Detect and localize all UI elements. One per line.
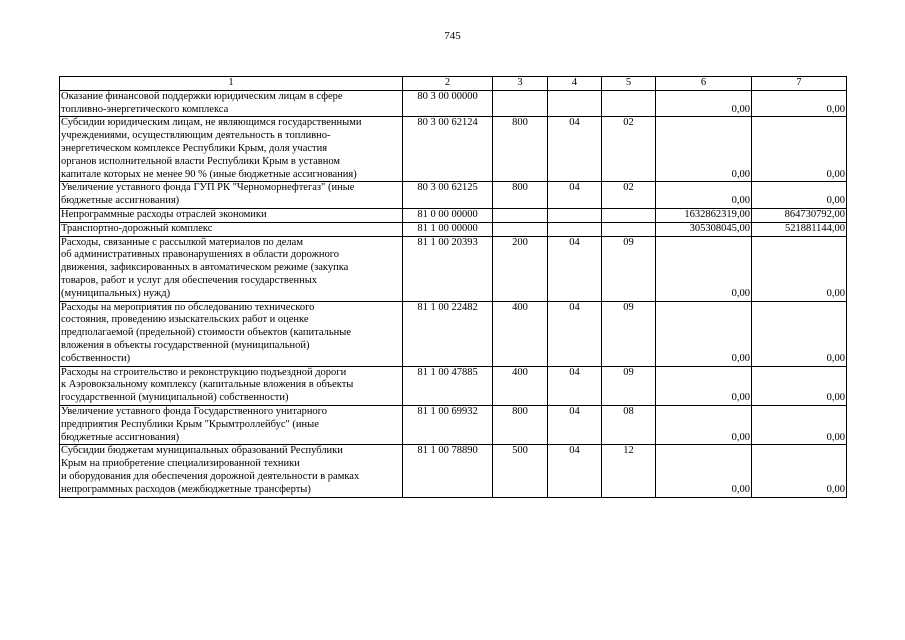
amount-col7-cell: 0,00 (752, 301, 847, 366)
subsection-cell: 12 (602, 445, 656, 497)
subsection-cell: 09 (602, 366, 656, 405)
expense-type-cell: 800 (493, 182, 548, 209)
amount-col6-cell: 0,00 (656, 236, 752, 301)
expense-name-cell: Субсидии бюджетам муниципальных образований Республики Крым на приобретение специализированной техники и оборудования для обеспечения дорожной деятельности в рамках непрограммных расходов (межбюджетные трансферты) (60, 445, 403, 497)
column-header: 4 (548, 77, 602, 91)
section-cell: 04 (548, 182, 602, 209)
column-header: 5 (602, 77, 656, 91)
subsection-cell: 02 (602, 182, 656, 209)
table-row (60, 445, 847, 497)
target-code-cell: 81 1 00 69932 (403, 405, 493, 444)
amount-col6-cell: 0,00 (656, 366, 752, 405)
expense-name-cell: Увеличение уставного фонда Государственного унитарного предприятия Республики Крым "Крымтроллейбус" (иные бюджетные ассигнования) (60, 405, 403, 444)
subsection-cell: 09 (602, 236, 656, 301)
table-row (60, 222, 847, 236)
expense-name-cell: Увеличение уставного фонда ГУП РК "Черноморнефтегаз" (иные бюджетные ассигнования) (60, 182, 403, 209)
target-code-cell: 81 1 00 78890 (403, 445, 493, 497)
target-code-cell: 80 3 00 00000 (403, 90, 493, 117)
subsection-cell: 02 (602, 117, 656, 182)
column-header: 3 (493, 77, 548, 91)
expense-name-cell: Непрограммные расходы отраслей экономики (60, 208, 403, 222)
expense-name-cell: Расходы на строительство и реконструкцию подъездной дороги к Аэровокзальному комплексу (капитальные вложения в объекты государственной (муниципальной) собственности) (60, 366, 403, 405)
amount-col7-cell: 0,00 (752, 182, 847, 209)
page-number: 745 (444, 30, 461, 42)
table-row (60, 366, 847, 405)
amount-col6-cell: 0,00 (656, 445, 752, 497)
table-row (60, 90, 847, 117)
section-cell (548, 90, 602, 117)
table-row (60, 182, 847, 209)
expense-type-cell: 200 (493, 236, 548, 301)
subsection-cell (602, 208, 656, 222)
expense-name-cell: Субсидии юридическим лицам, не являющимся государственными учреждениями, осуществляющим деятельность в топливно- энергетическом комплексе Республики Крым, доля участия органов исполнительной власти Республики Крым в уставном капитале которых не менее 90 % (иные бюджетные ассигнования) (60, 117, 403, 182)
section-cell (548, 208, 602, 222)
section-cell: 04 (548, 236, 602, 301)
section-cell (548, 222, 602, 236)
section-cell: 04 (548, 445, 602, 497)
expense-type-cell: 500 (493, 445, 548, 497)
expense-type-cell: 800 (493, 405, 548, 444)
amount-col6-cell: 0,00 (656, 117, 752, 182)
budget-table (59, 76, 847, 498)
table-row (60, 208, 847, 222)
expense-type-cell (493, 90, 548, 117)
column-header: 1 (60, 77, 403, 91)
target-code-cell: 80 3 00 62124 (403, 117, 493, 182)
expense-type-cell: 400 (493, 366, 548, 405)
amount-col6-cell: 1632862319,00 (656, 208, 752, 222)
table-row (60, 405, 847, 444)
expense-name-cell: Расходы на мероприятия по обследованию технического состояния, проведению изыскательских работ и оценке предполагаемой (предельной) стоимости объектов (капитальные вложения в объекты государственной (муниципальной) собственности) (60, 301, 403, 366)
subsection-cell (602, 90, 656, 117)
amount-col6-cell: 0,00 (656, 90, 752, 117)
amount-col7-cell: 0,00 (752, 236, 847, 301)
expense-type-cell (493, 222, 548, 236)
target-code-cell: 80 3 00 62125 (403, 182, 493, 209)
target-code-cell: 81 1 00 20393 (403, 236, 493, 301)
column-header: 7 (752, 77, 847, 91)
header-row (60, 77, 847, 91)
table-row (60, 236, 847, 301)
amount-col7-cell: 0,00 (752, 445, 847, 497)
expense-type-cell: 800 (493, 117, 548, 182)
section-cell: 04 (548, 366, 602, 405)
amount-col6-cell: 0,00 (656, 182, 752, 209)
amount-col7-cell: 521881144,00 (752, 222, 847, 236)
amount-col7-cell: 864730792,00 (752, 208, 847, 222)
target-code-cell: 81 0 00 00000 (403, 208, 493, 222)
amount-col7-cell: 0,00 (752, 90, 847, 117)
target-code-cell: 81 1 00 00000 (403, 222, 493, 236)
expense-type-cell (493, 208, 548, 222)
table-row (60, 301, 847, 366)
target-code-cell: 81 1 00 47885 (403, 366, 493, 405)
expense-type-cell: 400 (493, 301, 548, 366)
amount-col7-cell: 0,00 (752, 405, 847, 444)
amount-col7-cell: 0,00 (752, 366, 847, 405)
column-header: 6 (656, 77, 752, 91)
subsection-cell: 08 (602, 405, 656, 444)
target-code-cell: 81 1 00 22482 (403, 301, 493, 366)
amount-col7-cell: 0,00 (752, 117, 847, 182)
section-cell: 04 (548, 405, 602, 444)
table-row (60, 117, 847, 182)
subsection-cell: 09 (602, 301, 656, 366)
expense-name-cell: Транспортно-дорожный комплекс (60, 222, 403, 236)
subsection-cell (602, 222, 656, 236)
column-header: 2 (403, 77, 493, 91)
amount-col6-cell: 0,00 (656, 301, 752, 366)
amount-col6-cell: 0,00 (656, 405, 752, 444)
amount-col6-cell: 305308045,00 (656, 222, 752, 236)
expense-name-cell: Расходы, связанные с рассылкой материалов по делам об административных правонарушениях в области дорожного движения, зафиксированных в автоматическом режиме (закупка товаров, работ и услуг для обеспечения государственных (муниципальных) нужд) (60, 236, 403, 301)
section-cell: 04 (548, 301, 602, 366)
expense-name-cell: Оказание финансовой поддержки юридическим лицам в сфере топливно-энергетического комплекса (60, 90, 403, 117)
section-cell: 04 (548, 117, 602, 182)
